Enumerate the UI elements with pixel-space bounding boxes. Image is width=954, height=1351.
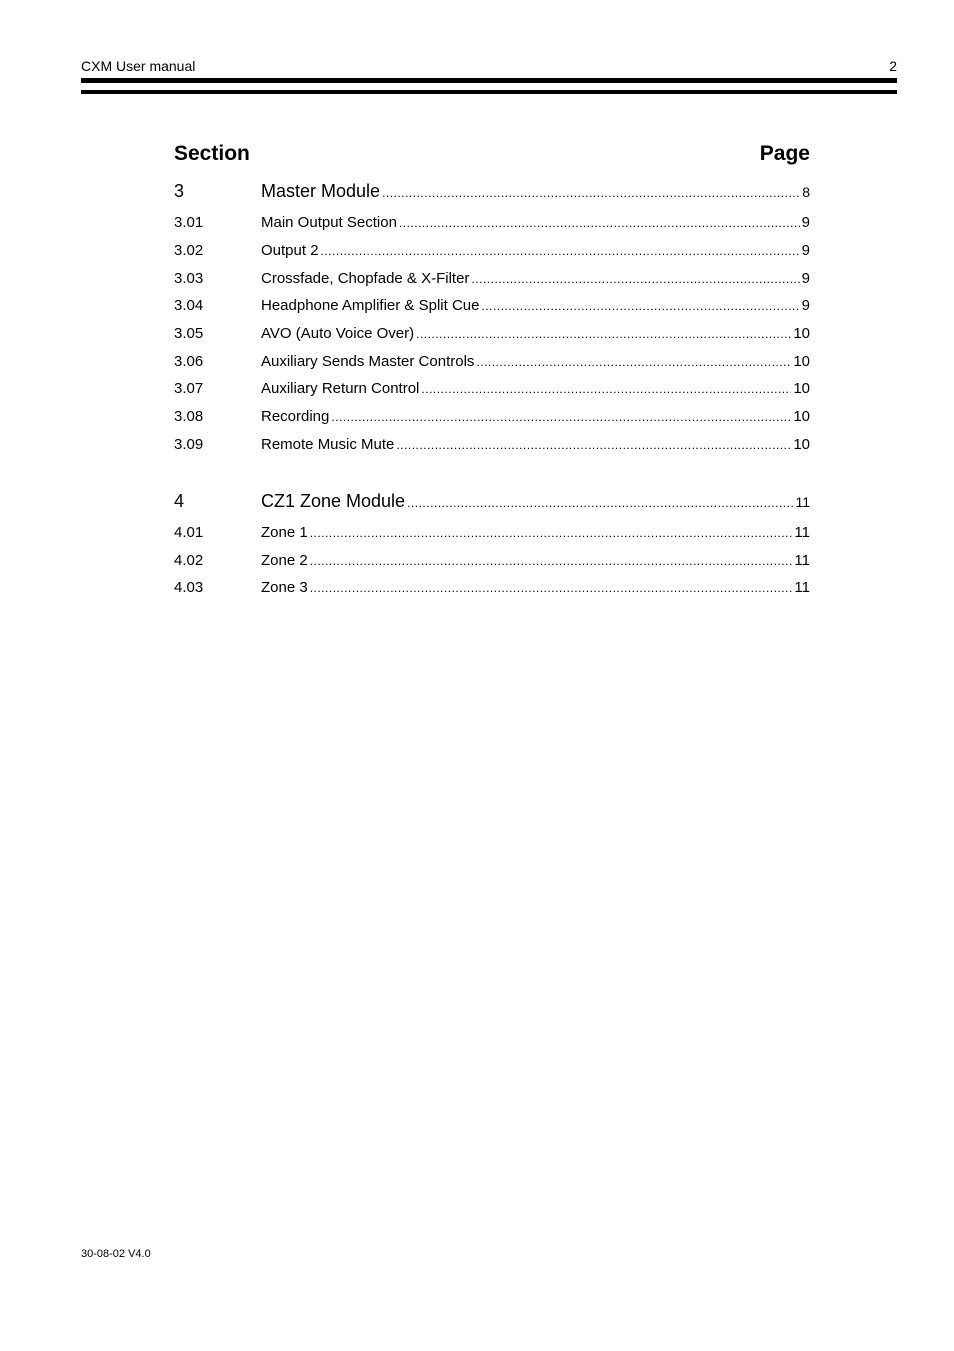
toc-entry-page: 11 — [794, 552, 810, 569]
toc-entry-label: Auxiliary Sends Master Controls — [261, 353, 475, 370]
version-date: 30-08-02 V4.0 — [81, 1248, 151, 1260]
toc-entry-number: 4.01 — [174, 524, 204, 541]
dot-leader — [310, 526, 793, 540]
dot-leader — [399, 216, 800, 230]
page-number: 2 — [889, 58, 897, 74]
toc-entry-main-output-section[interactable] — [174, 214, 810, 231]
toc-header — [174, 142, 810, 170]
toc-entry-recording[interactable] — [174, 408, 810, 425]
header-rule-thick — [81, 78, 897, 83]
toc-entry-label: Recording — [261, 408, 330, 425]
toc-entry-label: Main Output Section — [261, 214, 397, 231]
toc-entry-number: 4.03 — [174, 579, 204, 596]
toc-entry-auxiliary-sends[interactable] — [174, 353, 810, 370]
header-rule-thin — [81, 90, 897, 94]
toc-entry-number: 3 — [174, 181, 185, 201]
toc-entry-auxiliary-return[interactable] — [174, 380, 810, 397]
toc-entry-page: 10 — [793, 325, 810, 342]
toc-entry-label: Headphone Amplifier & Split Cue — [261, 297, 480, 314]
toc-entry-number: 4.02 — [174, 552, 204, 569]
toc-entry-label: CZ1 Zone Module — [261, 491, 406, 511]
toc-entry-remote-music-mute[interactable] — [174, 436, 810, 453]
toc-entry-avo[interactable] — [174, 325, 810, 342]
toc-entry-number: 3.03 — [174, 270, 204, 287]
toc-entry-page: 10 — [793, 353, 810, 370]
section-column-heading: Section — [174, 142, 250, 165]
document-title: CXM User manual — [81, 58, 196, 74]
toc-entry-output-2[interactable] — [174, 242, 810, 259]
toc-entry-label: Remote Music Mute — [261, 436, 395, 453]
toc-entry-label: Zone 3 — [261, 579, 308, 596]
toc-entry-label: Auxiliary Return Control — [261, 380, 420, 397]
toc-entry-crossfade[interactable] — [174, 270, 810, 287]
toc-entry-page: 9 — [801, 270, 810, 287]
toc-entry-label: Output 2 — [261, 242, 319, 259]
toc-entry-page: 11 — [794, 524, 810, 541]
toc-entry-label: AVO (Auto Voice Over) — [261, 325, 415, 342]
dot-leader — [421, 382, 791, 396]
toc-entry-number: 3.07 — [174, 380, 204, 397]
toc-entry-page: 11 — [794, 579, 810, 596]
toc-entry-page: 10 — [793, 408, 810, 425]
toc-entry-master-module[interactable] — [174, 181, 810, 202]
page-column-heading: Page — [759, 142, 810, 165]
dot-leader — [310, 554, 793, 568]
toc-entry-page: 9 — [801, 214, 810, 231]
page-header — [81, 58, 897, 76]
toc-entry-label: Zone 1 — [261, 524, 308, 541]
dot-leader — [396, 438, 791, 452]
toc-entry-zone-2[interactable] — [174, 552, 810, 569]
dot-leader — [416, 327, 791, 341]
toc-entry-number: 3.08 — [174, 408, 204, 425]
toc-entry-page: 8 — [802, 184, 810, 200]
toc-entry-page: 10 — [793, 436, 810, 453]
dot-leader — [407, 496, 793, 510]
toc-entry-headphone-amplifier[interactable] — [174, 297, 810, 314]
toc-entry-label: Crossfade, Chopfade & X-Filter — [261, 270, 470, 287]
dot-leader — [382, 186, 800, 200]
toc-entry-number: 3.06 — [174, 353, 204, 370]
toc-entry-number: 4 — [174, 491, 185, 511]
toc-entry-number: 3.02 — [174, 242, 204, 259]
dot-leader — [481, 299, 799, 313]
toc-entry-label: Zone 2 — [261, 552, 308, 569]
toc-entry-zone-1[interactable] — [174, 524, 810, 541]
dot-leader — [476, 355, 791, 369]
toc-entry-page: 9 — [801, 297, 810, 314]
toc-entry-number: 3.04 — [174, 297, 204, 314]
toc-entry-cz1-zone-module[interactable] — [174, 491, 810, 512]
toc-entry-number: 3.09 — [174, 436, 204, 453]
toc-entry-label: Master Module — [261, 181, 381, 201]
toc-entry-page: 9 — [801, 242, 810, 259]
dot-leader — [471, 272, 799, 286]
dot-leader — [310, 581, 793, 595]
page-footer — [81, 1248, 151, 1260]
dot-leader — [321, 244, 800, 258]
toc-entry-page: 10 — [793, 380, 810, 397]
toc-entry-number: 3.05 — [174, 325, 204, 342]
toc-entry-zone-3[interactable] — [174, 579, 810, 596]
toc-entry-page: 11 — [795, 494, 810, 510]
toc-entry-number: 3.01 — [174, 214, 204, 231]
dot-leader — [331, 410, 791, 424]
